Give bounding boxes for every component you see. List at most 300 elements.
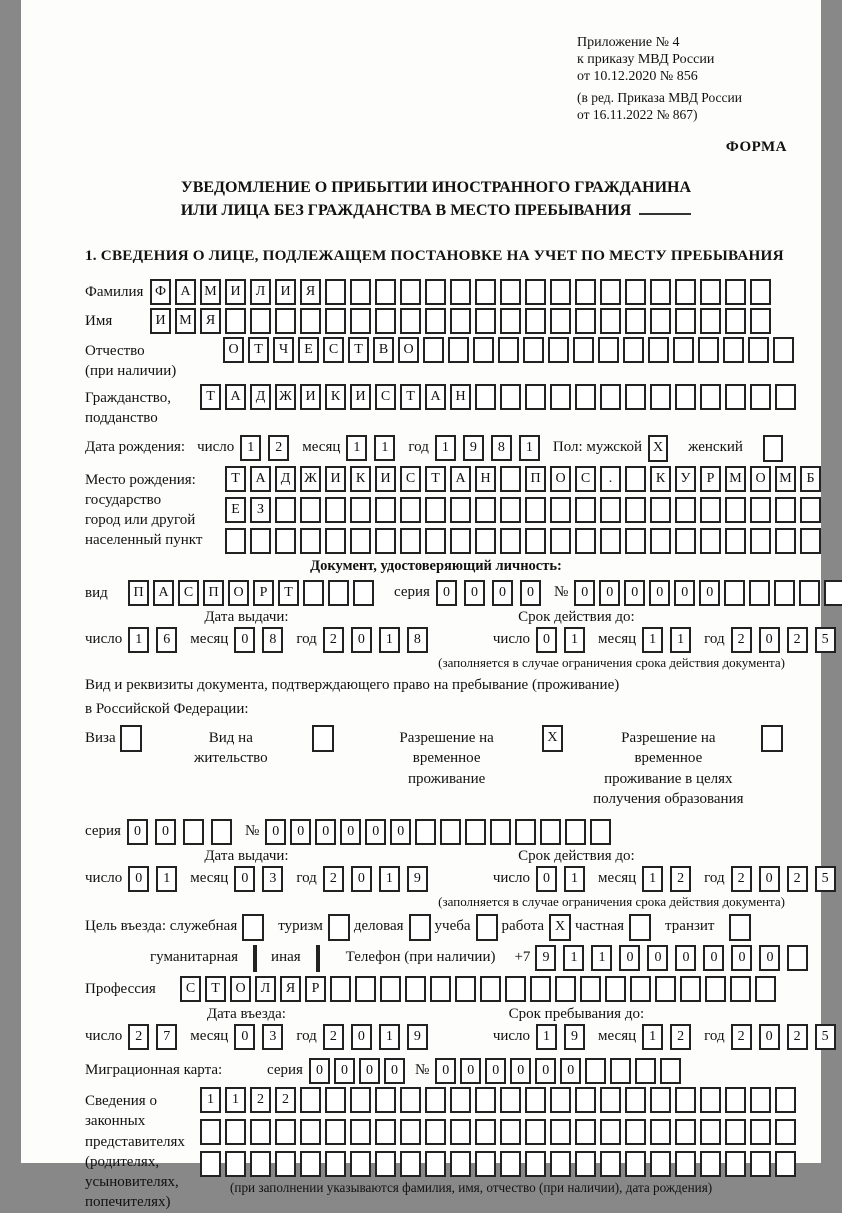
work-checkbox[interactable]: X xyxy=(549,914,571,941)
birth-place-field-row1[interactable] xyxy=(225,466,825,492)
char-cell[interactable] xyxy=(450,1119,471,1145)
char-cell[interactable]: 2 xyxy=(731,627,752,653)
temp-residence-edu-checkbox[interactable] xyxy=(761,725,783,752)
char-cell[interactable] xyxy=(575,528,596,554)
char-cell[interactable] xyxy=(450,497,471,523)
char-cell[interactable]: Р xyxy=(700,466,721,492)
char-cell[interactable] xyxy=(725,1119,746,1145)
char-cell[interactable] xyxy=(725,497,746,523)
char-cell[interactable] xyxy=(225,308,246,334)
char-cell[interactable] xyxy=(325,528,346,554)
char-cell[interactable]: 0 xyxy=(703,945,724,971)
char-cell[interactable] xyxy=(650,308,671,334)
char-cell[interactable]: И xyxy=(275,279,296,305)
char-cell[interactable] xyxy=(375,1119,396,1145)
char-cell[interactable] xyxy=(425,528,446,554)
char-cell[interactable] xyxy=(550,1087,571,1113)
patronymic-field[interactable] xyxy=(223,337,798,363)
char-cell[interactable]: 7 xyxy=(156,1024,177,1050)
char-cell[interactable] xyxy=(750,384,771,410)
char-cell[interactable]: 0 xyxy=(619,945,640,971)
char-cell[interactable] xyxy=(749,580,770,606)
temp-residence-checkbox[interactable]: X xyxy=(542,725,564,752)
char-cell[interactable]: 0 xyxy=(315,819,336,845)
char-cell[interactable]: Б xyxy=(800,466,821,492)
char-cell[interactable] xyxy=(250,308,271,334)
permit-issue-year-field[interactable] xyxy=(323,866,435,892)
char-cell[interactable]: 0 xyxy=(674,580,695,606)
doc-valid-year-field[interactable] xyxy=(731,627,842,653)
char-cell[interactable] xyxy=(225,528,246,554)
char-cell[interactable]: 0 xyxy=(624,580,645,606)
char-cell[interactable] xyxy=(465,819,486,845)
char-cell[interactable] xyxy=(475,308,496,334)
char-cell[interactable] xyxy=(525,279,546,305)
char-cell[interactable]: 0 xyxy=(731,945,752,971)
char-cell[interactable] xyxy=(730,976,751,1002)
char-cell[interactable] xyxy=(350,279,371,305)
char-cell[interactable]: И xyxy=(300,384,321,410)
char-cell[interactable] xyxy=(325,1119,346,1145)
char-cell[interactable] xyxy=(600,1087,621,1113)
char-cell[interactable] xyxy=(675,1087,696,1113)
doc-number-field[interactable] xyxy=(574,580,842,606)
char-cell[interactable] xyxy=(500,1119,521,1145)
char-cell[interactable]: 2 xyxy=(731,1024,752,1050)
char-cell[interactable]: С xyxy=(375,384,396,410)
char-cell[interactable] xyxy=(400,279,421,305)
char-cell[interactable]: К xyxy=(350,466,371,492)
surname-field[interactable] xyxy=(150,279,775,305)
char-cell[interactable] xyxy=(787,945,808,971)
char-cell[interactable] xyxy=(774,580,795,606)
char-cell[interactable]: Т xyxy=(425,466,446,492)
char-cell[interactable]: Т xyxy=(205,976,226,1002)
char-cell[interactable]: 0 xyxy=(384,1058,405,1084)
char-cell[interactable] xyxy=(673,337,694,363)
stay-day-field[interactable] xyxy=(536,1024,592,1050)
char-cell[interactable] xyxy=(750,528,771,554)
char-cell[interactable]: 1 xyxy=(591,945,612,971)
char-cell[interactable]: 0 xyxy=(492,580,513,606)
char-cell[interactable]: 1 xyxy=(225,1087,246,1113)
char-cell[interactable]: 0 xyxy=(675,945,696,971)
char-cell[interactable]: С xyxy=(178,580,199,606)
char-cell[interactable]: 0 xyxy=(599,580,620,606)
char-cell[interactable] xyxy=(724,580,745,606)
char-cell[interactable]: 2 xyxy=(731,866,752,892)
char-cell[interactable] xyxy=(525,1087,546,1113)
char-cell[interactable]: 0 xyxy=(647,945,668,971)
char-cell[interactable]: Н xyxy=(475,466,496,492)
char-cell[interactable] xyxy=(700,384,721,410)
char-cell[interactable]: Е xyxy=(225,497,246,523)
char-cell[interactable]: Т xyxy=(200,384,221,410)
char-cell[interactable] xyxy=(500,384,521,410)
char-cell[interactable]: 0 xyxy=(536,866,557,892)
char-cell[interactable]: П xyxy=(128,580,149,606)
char-cell[interactable] xyxy=(725,1087,746,1113)
char-cell[interactable] xyxy=(400,308,421,334)
char-cell[interactable] xyxy=(725,279,746,305)
char-cell[interactable]: Я xyxy=(300,279,321,305)
char-cell[interactable] xyxy=(500,528,521,554)
char-cell[interactable] xyxy=(515,819,536,845)
char-cell[interactable] xyxy=(610,1058,631,1084)
char-cell[interactable] xyxy=(500,279,521,305)
stay-month-field[interactable] xyxy=(642,1024,698,1050)
char-cell[interactable]: 0 xyxy=(560,1058,581,1084)
char-cell[interactable]: 1 xyxy=(642,1024,663,1050)
char-cell[interactable] xyxy=(750,497,771,523)
char-cell[interactable]: 1 xyxy=(379,866,400,892)
char-cell[interactable]: 1 xyxy=(379,1024,400,1050)
char-cell[interactable] xyxy=(250,1119,271,1145)
char-cell[interactable] xyxy=(600,497,621,523)
char-cell[interactable]: 0 xyxy=(155,819,176,845)
char-cell[interactable]: О xyxy=(550,466,571,492)
char-cell[interactable]: Р xyxy=(305,976,326,1002)
char-cell[interactable] xyxy=(225,1119,246,1145)
char-cell[interactable] xyxy=(575,1151,596,1177)
char-cell[interactable] xyxy=(750,1087,771,1113)
char-cell[interactable] xyxy=(450,528,471,554)
char-cell[interactable] xyxy=(650,384,671,410)
char-cell[interactable] xyxy=(350,1119,371,1145)
char-cell[interactable] xyxy=(525,497,546,523)
char-cell[interactable]: 8 xyxy=(491,435,512,461)
char-cell[interactable] xyxy=(325,497,346,523)
char-cell[interactable] xyxy=(450,308,471,334)
char-cell[interactable]: 0 xyxy=(485,1058,506,1084)
char-cell[interactable] xyxy=(475,528,496,554)
char-cell[interactable] xyxy=(300,497,321,523)
migration-number-field[interactable] xyxy=(435,1058,685,1084)
char-cell[interactable] xyxy=(675,1119,696,1145)
char-cell[interactable]: 5 xyxy=(815,627,836,653)
char-cell[interactable]: К xyxy=(325,384,346,410)
legal-field-row3[interactable] xyxy=(200,1151,800,1177)
char-cell[interactable] xyxy=(548,337,569,363)
char-cell[interactable]: 0 xyxy=(234,1024,255,1050)
char-cell[interactable] xyxy=(540,819,561,845)
char-cell[interactable]: А xyxy=(225,384,246,410)
char-cell[interactable] xyxy=(650,528,671,554)
char-cell[interactable]: Т xyxy=(225,466,246,492)
permit-series-field[interactable] xyxy=(127,819,239,845)
char-cell[interactable]: О xyxy=(398,337,419,363)
char-cell[interactable]: 9 xyxy=(407,1024,428,1050)
char-cell[interactable]: И xyxy=(325,466,346,492)
char-cell[interactable] xyxy=(750,1151,771,1177)
char-cell[interactable] xyxy=(700,1087,721,1113)
char-cell[interactable] xyxy=(350,308,371,334)
char-cell[interactable]: М xyxy=(775,466,796,492)
char-cell[interactable]: 2 xyxy=(128,1024,149,1050)
char-cell[interactable] xyxy=(675,497,696,523)
char-cell[interactable] xyxy=(250,1151,271,1177)
stay-year-field[interactable] xyxy=(731,1024,842,1050)
char-cell[interactable] xyxy=(325,1151,346,1177)
char-cell[interactable] xyxy=(775,528,796,554)
char-cell[interactable]: 1 xyxy=(435,435,456,461)
char-cell[interactable]: П xyxy=(203,580,224,606)
tourism-checkbox[interactable] xyxy=(328,914,350,941)
char-cell[interactable] xyxy=(475,384,496,410)
char-cell[interactable] xyxy=(575,384,596,410)
char-cell[interactable] xyxy=(475,279,496,305)
char-cell[interactable]: 1 xyxy=(564,627,585,653)
char-cell[interactable] xyxy=(500,466,521,492)
char-cell[interactable]: 3 xyxy=(262,1024,283,1050)
char-cell[interactable] xyxy=(650,497,671,523)
char-cell[interactable]: 0 xyxy=(351,866,372,892)
char-cell[interactable]: А xyxy=(250,466,271,492)
birth-place-field-row3[interactable] xyxy=(225,528,825,554)
char-cell[interactable] xyxy=(680,976,701,1002)
birth-place-field-row2[interactable] xyxy=(225,497,825,523)
char-cell[interactable] xyxy=(350,528,371,554)
char-cell[interactable]: 1 xyxy=(564,866,585,892)
char-cell[interactable] xyxy=(275,1119,296,1145)
transit-checkbox[interactable] xyxy=(729,914,751,941)
char-cell[interactable] xyxy=(573,337,594,363)
char-cell[interactable] xyxy=(625,279,646,305)
char-cell[interactable]: 8 xyxy=(407,627,428,653)
official-checkbox[interactable] xyxy=(242,914,264,941)
char-cell[interactable] xyxy=(400,528,421,554)
char-cell[interactable] xyxy=(625,384,646,410)
char-cell[interactable]: Я xyxy=(280,976,301,1002)
char-cell[interactable]: Т xyxy=(348,337,369,363)
char-cell[interactable] xyxy=(650,1151,671,1177)
char-cell[interactable] xyxy=(700,1119,721,1145)
char-cell[interactable] xyxy=(750,308,771,334)
char-cell[interactable]: 2 xyxy=(323,1024,344,1050)
char-cell[interactable] xyxy=(700,308,721,334)
char-cell[interactable] xyxy=(565,819,586,845)
char-cell[interactable] xyxy=(500,497,521,523)
char-cell[interactable]: 2 xyxy=(670,1024,691,1050)
char-cell[interactable] xyxy=(250,528,271,554)
char-cell[interactable]: 0 xyxy=(234,866,255,892)
permit-issue-month-field[interactable] xyxy=(234,866,290,892)
char-cell[interactable] xyxy=(675,384,696,410)
char-cell[interactable] xyxy=(400,1087,421,1113)
male-checkbox[interactable]: X xyxy=(648,435,668,462)
char-cell[interactable] xyxy=(625,1151,646,1177)
char-cell[interactable] xyxy=(455,976,476,1002)
char-cell[interactable] xyxy=(550,279,571,305)
char-cell[interactable] xyxy=(625,1119,646,1145)
char-cell[interactable]: Т xyxy=(248,337,269,363)
char-cell[interactable] xyxy=(625,308,646,334)
char-cell[interactable] xyxy=(400,1151,421,1177)
char-cell[interactable] xyxy=(575,497,596,523)
char-cell[interactable] xyxy=(525,384,546,410)
char-cell[interactable]: 1 xyxy=(670,627,691,653)
char-cell[interactable]: А xyxy=(153,580,174,606)
char-cell[interactable] xyxy=(375,308,396,334)
char-cell[interactable] xyxy=(700,279,721,305)
char-cell[interactable]: 1 xyxy=(374,435,395,461)
char-cell[interactable]: У xyxy=(675,466,696,492)
char-cell[interactable]: 1 xyxy=(200,1087,221,1113)
humanitarian-checkbox[interactable] xyxy=(253,945,257,972)
char-cell[interactable] xyxy=(275,497,296,523)
char-cell[interactable]: Т xyxy=(400,384,421,410)
char-cell[interactable]: 2 xyxy=(275,1087,296,1113)
char-cell[interactable] xyxy=(575,279,596,305)
char-cell[interactable]: 0 xyxy=(649,580,670,606)
char-cell[interactable] xyxy=(415,819,436,845)
char-cell[interactable]: 0 xyxy=(265,819,286,845)
char-cell[interactable] xyxy=(773,337,794,363)
char-cell[interactable] xyxy=(650,1087,671,1113)
char-cell[interactable]: 2 xyxy=(787,866,808,892)
female-checkbox[interactable] xyxy=(763,435,783,462)
doc-issue-month-field[interactable] xyxy=(234,627,290,653)
char-cell[interactable]: 1 xyxy=(240,435,261,461)
char-cell[interactable]: Ж xyxy=(300,466,321,492)
char-cell[interactable]: 2 xyxy=(787,1024,808,1050)
char-cell[interactable] xyxy=(580,976,601,1002)
char-cell[interactable] xyxy=(550,1119,571,1145)
char-cell[interactable] xyxy=(550,308,571,334)
char-cell[interactable] xyxy=(650,1119,671,1145)
char-cell[interactable] xyxy=(400,497,421,523)
char-cell[interactable] xyxy=(430,976,451,1002)
doc-valid-day-field[interactable] xyxy=(536,627,592,653)
char-cell[interactable] xyxy=(800,528,821,554)
char-cell[interactable]: Я xyxy=(200,308,221,334)
other-purpose-checkbox[interactable] xyxy=(316,945,320,972)
char-cell[interactable] xyxy=(275,1151,296,1177)
char-cell[interactable] xyxy=(775,384,796,410)
char-cell[interactable]: 6 xyxy=(156,627,177,653)
birth-month-field[interactable] xyxy=(346,435,402,461)
char-cell[interactable]: З xyxy=(250,497,271,523)
char-cell[interactable] xyxy=(530,976,551,1002)
char-cell[interactable] xyxy=(625,528,646,554)
char-cell[interactable]: М xyxy=(725,466,746,492)
char-cell[interactable] xyxy=(353,580,374,606)
char-cell[interactable]: С xyxy=(180,976,201,1002)
entry-day-field[interactable] xyxy=(128,1024,184,1050)
char-cell[interactable] xyxy=(475,1119,496,1145)
char-cell[interactable]: 0 xyxy=(351,627,372,653)
char-cell[interactable]: 0 xyxy=(334,1058,355,1084)
char-cell[interactable] xyxy=(375,1151,396,1177)
char-cell[interactable] xyxy=(750,1119,771,1145)
char-cell[interactable]: Ф xyxy=(150,279,171,305)
char-cell[interactable]: Т xyxy=(278,580,299,606)
doc-issue-year-field[interactable] xyxy=(323,627,435,653)
char-cell[interactable] xyxy=(300,308,321,334)
char-cell[interactable] xyxy=(585,1058,606,1084)
char-cell[interactable] xyxy=(775,1087,796,1113)
char-cell[interactable]: 0 xyxy=(436,580,457,606)
char-cell[interactable] xyxy=(700,528,721,554)
migration-series-field[interactable] xyxy=(309,1058,409,1084)
char-cell[interactable]: 0 xyxy=(290,819,311,845)
char-cell[interactable] xyxy=(498,337,519,363)
char-cell[interactable]: 2 xyxy=(323,627,344,653)
char-cell[interactable] xyxy=(623,337,644,363)
char-cell[interactable]: Н xyxy=(450,384,471,410)
char-cell[interactable] xyxy=(600,528,621,554)
visa-checkbox[interactable] xyxy=(120,725,142,752)
char-cell[interactable]: 9 xyxy=(564,1024,585,1050)
char-cell[interactable] xyxy=(325,279,346,305)
char-cell[interactable]: 1 xyxy=(379,627,400,653)
char-cell[interactable]: 1 xyxy=(156,866,177,892)
phone-field[interactable] xyxy=(535,945,815,971)
char-cell[interactable] xyxy=(800,497,821,523)
char-cell[interactable] xyxy=(500,1087,521,1113)
char-cell[interactable] xyxy=(625,497,646,523)
char-cell[interactable] xyxy=(355,976,376,1002)
char-cell[interactable] xyxy=(750,279,771,305)
char-cell[interactable]: В xyxy=(373,337,394,363)
char-cell[interactable] xyxy=(375,279,396,305)
char-cell[interactable]: 1 xyxy=(346,435,367,461)
char-cell[interactable] xyxy=(480,976,501,1002)
char-cell[interactable]: 0 xyxy=(759,945,780,971)
char-cell[interactable]: Л xyxy=(255,976,276,1002)
char-cell[interactable] xyxy=(748,337,769,363)
char-cell[interactable]: 0 xyxy=(535,1058,556,1084)
char-cell[interactable] xyxy=(555,976,576,1002)
residence-permit-checkbox[interactable] xyxy=(312,725,334,752)
char-cell[interactable] xyxy=(375,497,396,523)
char-cell[interactable]: 2 xyxy=(787,627,808,653)
char-cell[interactable] xyxy=(425,1119,446,1145)
char-cell[interactable]: 0 xyxy=(309,1058,330,1084)
char-cell[interactable] xyxy=(660,1058,681,1084)
char-cell[interactable]: 8 xyxy=(262,627,283,653)
name-field[interactable] xyxy=(150,308,775,334)
char-cell[interactable]: 5 xyxy=(815,866,836,892)
char-cell[interactable] xyxy=(525,308,546,334)
profession-field[interactable] xyxy=(180,976,780,1002)
char-cell[interactable]: С xyxy=(323,337,344,363)
char-cell[interactable]: 2 xyxy=(268,435,289,461)
char-cell[interactable] xyxy=(475,497,496,523)
char-cell[interactable] xyxy=(600,384,621,410)
char-cell[interactable]: Р xyxy=(253,580,274,606)
char-cell[interactable]: 1 xyxy=(519,435,540,461)
char-cell[interactable]: 0 xyxy=(574,580,595,606)
char-cell[interactable] xyxy=(675,1151,696,1177)
char-cell[interactable] xyxy=(655,976,676,1002)
char-cell[interactable]: С xyxy=(575,466,596,492)
char-cell[interactable] xyxy=(575,1087,596,1113)
char-cell[interactable] xyxy=(300,1151,321,1177)
char-cell[interactable] xyxy=(490,819,511,845)
char-cell[interactable] xyxy=(450,279,471,305)
char-cell[interactable] xyxy=(475,1151,496,1177)
char-cell[interactable]: Ч xyxy=(273,337,294,363)
char-cell[interactable] xyxy=(635,1058,656,1084)
char-cell[interactable]: 0 xyxy=(390,819,411,845)
char-cell[interactable] xyxy=(300,1087,321,1113)
doc-type-field[interactable] xyxy=(128,580,378,606)
char-cell[interactable]: А xyxy=(450,466,471,492)
char-cell[interactable] xyxy=(630,976,651,1002)
char-cell[interactable] xyxy=(275,308,296,334)
char-cell[interactable] xyxy=(211,819,232,845)
